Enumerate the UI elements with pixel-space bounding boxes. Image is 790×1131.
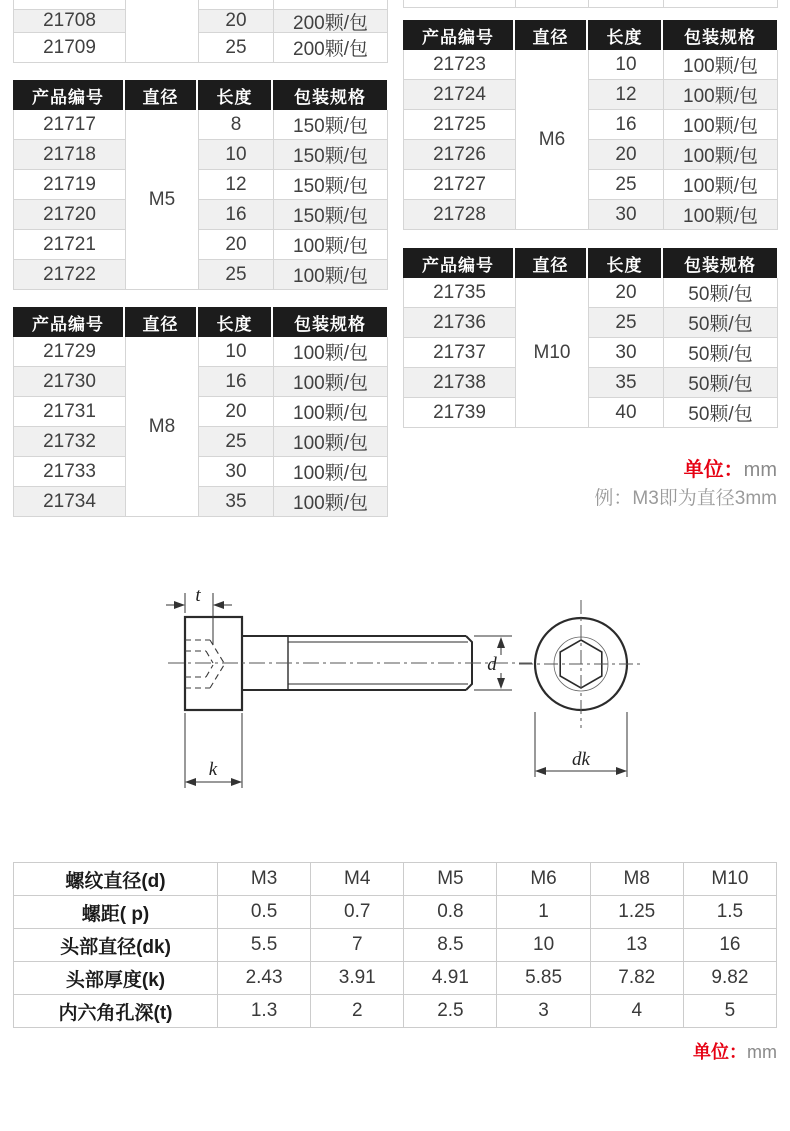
table-body xyxy=(403,50,777,230)
cell-package: 100颗/包 xyxy=(664,170,778,200)
cell-length: 16 xyxy=(589,110,664,140)
cell-length: 10 xyxy=(199,140,274,170)
cell-length: 25 xyxy=(199,33,274,63)
table-body xyxy=(13,110,387,290)
table-header-cell: 产品编号 xyxy=(403,20,515,50)
table-header-cell: 包装规格 xyxy=(273,307,387,337)
cell-package: 50颗/包 xyxy=(664,398,778,428)
cell-product-no: 21729 xyxy=(14,337,126,367)
spec-value-cell: 9.82 xyxy=(684,962,777,995)
spec-value-cell: 4.91 xyxy=(404,962,497,995)
cell-package: 100颗/包 xyxy=(274,367,388,397)
cell-package: 150颗/包 xyxy=(274,140,388,170)
cell-diameter-merged: M5 xyxy=(126,110,199,290)
cell-package: 50颗/包 xyxy=(664,308,778,338)
cell-product-no: 21727 xyxy=(404,170,516,200)
table-header-cell: 长度 xyxy=(198,307,273,337)
cell-product-no: 21734 xyxy=(14,487,126,517)
cell-length: 35 xyxy=(199,487,274,517)
cell-length: 16 xyxy=(199,200,274,230)
cell-length: 25 xyxy=(589,170,664,200)
cell-product-no: 21733 xyxy=(14,457,126,487)
cell-product-no: 21728 xyxy=(404,200,516,230)
dim-label-t: t xyxy=(195,585,201,606)
spec-value-cell: M3 xyxy=(218,863,311,896)
cell-package: 100颗/包 xyxy=(274,397,388,427)
cell-product-no: 21724 xyxy=(404,80,516,110)
cell-package: 100颗/包 xyxy=(664,140,778,170)
bottom-unit-note-value: mm xyxy=(747,1042,777,1062)
spec-value-cell: 16 xyxy=(684,929,777,962)
spec-value-cell: M6 xyxy=(497,863,590,896)
table-body xyxy=(403,0,777,8)
cell-length: 20 xyxy=(589,140,664,170)
cell-product-no xyxy=(14,0,126,10)
spec-row-label: 内六角孔深(t) xyxy=(14,995,218,1028)
cell-length: 30 xyxy=(199,457,274,487)
cell-package: 100颗/包 xyxy=(664,50,778,80)
cell-product-no: 21731 xyxy=(14,397,126,427)
cell-diameter-merged xyxy=(516,0,589,8)
unit-note-label: 单位： xyxy=(683,459,744,481)
cell-diameter-merged: M8 xyxy=(126,337,199,517)
cell-package: 100颗/包 xyxy=(274,230,388,260)
cell-product-no: 21736 xyxy=(404,308,516,338)
dim-label-d: d xyxy=(487,654,497,675)
cell-length: 20 xyxy=(199,230,274,260)
table-header-cell: 直径 xyxy=(515,248,588,278)
spec-value-cell: 0.8 xyxy=(404,896,497,929)
spec-value-cell: 8.5 xyxy=(404,929,497,962)
product-table-top-left-partial xyxy=(13,0,387,63)
table-header-cell: 包装规格 xyxy=(273,80,387,110)
cell-package: 100颗/包 xyxy=(274,487,388,517)
spec-value-cell: M4 xyxy=(311,863,404,896)
cell-package: 100颗/包 xyxy=(274,427,388,457)
cell-length: 20 xyxy=(589,278,664,308)
cell-length: 10 xyxy=(589,50,664,80)
spec-value-cell: 2 xyxy=(311,995,404,1028)
product-table-m10 xyxy=(403,248,777,428)
cell-product-no: 21709 xyxy=(14,33,126,63)
socket-hidden-lines xyxy=(185,640,224,688)
spec-value-cell: 7.82 xyxy=(591,962,684,995)
cell-product-no: 21722 xyxy=(14,260,126,290)
spec-value-cell: 2.5 xyxy=(404,995,497,1028)
unit-note xyxy=(684,453,777,482)
cell-package: 150颗/包 xyxy=(274,110,388,140)
cell-length: 20 xyxy=(199,10,274,33)
table-header-row xyxy=(403,248,777,278)
bottom-unit-note xyxy=(693,1038,777,1064)
spec-value-cell: M5 xyxy=(404,863,497,896)
cell-length xyxy=(589,0,664,8)
cell-package xyxy=(274,0,388,10)
cell-length: 30 xyxy=(589,338,664,368)
cell-product-no: 21732 xyxy=(14,427,126,457)
table-body xyxy=(13,337,387,517)
table-body xyxy=(13,0,387,63)
cell-product-no: 21723 xyxy=(404,50,516,80)
spec-value-cell: 1.5 xyxy=(684,896,777,929)
cell-package: 100颗/包 xyxy=(274,337,388,367)
product-table-m8 xyxy=(13,307,387,517)
spec-value-cell: 1.3 xyxy=(218,995,311,1028)
bottom-unit-note-label: 单位： xyxy=(693,1042,747,1062)
product-table-m5 xyxy=(13,80,387,290)
cell-length: 40 xyxy=(589,398,664,428)
table-header-cell: 长度 xyxy=(588,20,663,50)
cell-product-no: 21718 xyxy=(14,140,126,170)
table-header-cell: 包装规格 xyxy=(663,20,777,50)
spec-row-label: 螺距( p) xyxy=(14,896,218,929)
spec-value-cell: 13 xyxy=(591,929,684,962)
cell-length xyxy=(199,0,274,10)
cell-product-no: 21720 xyxy=(14,200,126,230)
spec-value-cell: 0.5 xyxy=(218,896,311,929)
cell-package: 150颗/包 xyxy=(274,170,388,200)
example-note: 例：M3即为直径3mm xyxy=(594,488,777,509)
cell-package: 100颗/包 xyxy=(664,80,778,110)
spec-value-cell: 1 xyxy=(497,896,590,929)
spec-value-cell: 10 xyxy=(497,929,590,962)
cell-package: 200颗/包 xyxy=(274,33,388,63)
cell-length: 25 xyxy=(199,260,274,290)
cell-product-no: 21726 xyxy=(404,140,516,170)
table-header-cell: 直径 xyxy=(125,307,198,337)
table-header-cell: 直径 xyxy=(515,20,588,50)
cell-package: 100颗/包 xyxy=(274,457,388,487)
spec-table xyxy=(13,862,777,1028)
table-body xyxy=(403,278,777,428)
spec-row-label: 螺纹直径(d) xyxy=(14,863,218,896)
spec-value-cell: M8 xyxy=(591,863,684,896)
cell-product-no: 21738 xyxy=(404,368,516,398)
cell-length: 35 xyxy=(589,368,664,398)
spec-value-cell: 5 xyxy=(684,995,777,1028)
table-header-row xyxy=(13,80,387,110)
cell-product-no xyxy=(404,0,516,8)
cell-product-no: 21719 xyxy=(14,170,126,200)
cell-diameter-merged xyxy=(126,0,199,63)
table-header-cell: 产品编号 xyxy=(13,307,125,337)
cell-package: 50颗/包 xyxy=(664,368,778,398)
cell-product-no: 21717 xyxy=(14,110,126,140)
cell-length: 30 xyxy=(589,200,664,230)
table-header-cell: 直径 xyxy=(125,80,198,110)
cell-package: 200颗/包 xyxy=(274,10,388,33)
spec-value-cell: 3 xyxy=(497,995,590,1028)
spec-value-cell: 3.91 xyxy=(311,962,404,995)
spec-row-label: 头部直径(dk) xyxy=(14,929,218,962)
spec-value-cell: 7 xyxy=(311,929,404,962)
cell-length: 16 xyxy=(199,367,274,397)
table-header-cell: 产品编号 xyxy=(13,80,125,110)
cell-package xyxy=(664,0,778,8)
cell-product-no: 21739 xyxy=(404,398,516,428)
cell-product-no: 21730 xyxy=(14,367,126,397)
cell-diameter-merged: M10 xyxy=(516,278,589,428)
spec-value-cell: 5.85 xyxy=(497,962,590,995)
product-table-top-right-partial xyxy=(403,0,777,8)
spec-value-cell: 4 xyxy=(591,995,684,1028)
dim-label-k: k xyxy=(208,759,218,780)
cell-length: 25 xyxy=(199,427,274,457)
cell-product-no: 21721 xyxy=(14,230,126,260)
spec-value-cell: M10 xyxy=(684,863,777,896)
cell-product-no: 21737 xyxy=(404,338,516,368)
spec-value-cell: 0.7 xyxy=(311,896,404,929)
unit-note-value: mm xyxy=(743,459,777,481)
cell-package: 100颗/包 xyxy=(664,200,778,230)
spec-value-cell: 5.5 xyxy=(218,929,311,962)
cell-diameter-merged: M6 xyxy=(516,50,589,230)
table-header-cell: 长度 xyxy=(198,80,273,110)
cell-length: 20 xyxy=(199,397,274,427)
product-table-m6 xyxy=(403,20,777,230)
cell-package: 150颗/包 xyxy=(274,200,388,230)
cell-length: 10 xyxy=(199,337,274,367)
dim-label-dk: dk xyxy=(572,749,590,770)
table-header-row xyxy=(403,20,777,50)
cell-product-no: 21735 xyxy=(404,278,516,308)
cell-package: 50颗/包 xyxy=(664,278,778,308)
table-header-cell: 长度 xyxy=(588,248,663,278)
cell-length: 8 xyxy=(199,110,274,140)
cell-package: 100颗/包 xyxy=(664,110,778,140)
cell-package: 50颗/包 xyxy=(664,338,778,368)
spec-value-cell: 1.25 xyxy=(591,896,684,929)
table-header-cell: 包装规格 xyxy=(663,248,777,278)
cell-length: 12 xyxy=(199,170,274,200)
cell-length: 12 xyxy=(589,80,664,110)
cell-product-no: 21708 xyxy=(14,10,126,33)
technical-drawing xyxy=(120,555,660,815)
table-header-row xyxy=(13,307,387,337)
cell-product-no: 21725 xyxy=(404,110,516,140)
spec-row-label: 头部厚度(k) xyxy=(14,962,218,995)
cell-length: 25 xyxy=(589,308,664,338)
spec-value-cell: 2.43 xyxy=(218,962,311,995)
cell-package: 100颗/包 xyxy=(274,260,388,290)
screw-side-view xyxy=(166,593,532,788)
table-header-cell: 产品编号 xyxy=(403,248,515,278)
